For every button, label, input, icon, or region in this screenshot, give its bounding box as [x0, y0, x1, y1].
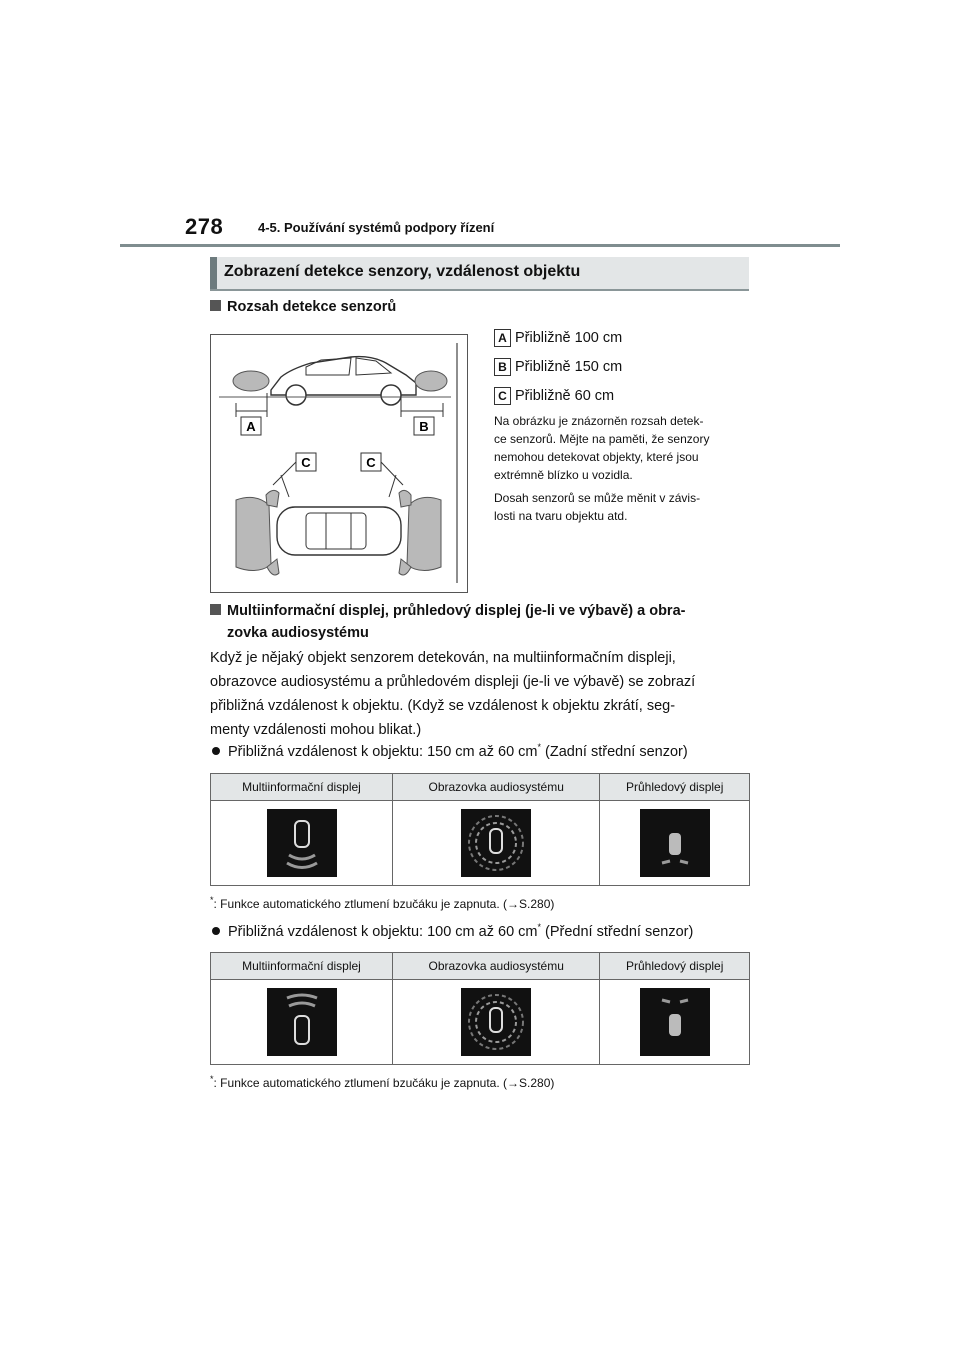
bullet-rear-sensor: Přibližná vzdálenost k objektu: 150 cm až 60 cm* (Zadní střední senzor) — [212, 742, 688, 760]
rear-display-table — [210, 773, 750, 886]
sensor-range-figure — [210, 334, 468, 593]
head-up-display-rear-image — [640, 809, 710, 877]
bullet-front-sensor: Přibližná vzdálenost k objektu: 100 cm až 60 cm* (Přední střední senzor) — [212, 922, 693, 940]
legend-item-c: C Přibližně 60 cm — [494, 387, 614, 405]
figure-label-c-right: C — [366, 455, 376, 470]
audio-screen-rear-image — [461, 809, 531, 877]
table-header: Průhledový displej — [600, 774, 750, 801]
note-paragraph-2: Dosah senzorů se může měnit v závis- losti na tvaru objektu atd. — [494, 491, 701, 523]
header-divider — [120, 244, 840, 247]
table-header: Multiinformační displej — [211, 953, 393, 980]
legend-item-a: A Přibližně 100 cm — [494, 329, 622, 347]
front-display-table — [210, 952, 750, 1065]
square-bullet-icon — [210, 300, 221, 311]
multi-info-display-rear-image — [267, 809, 337, 877]
table-header: Obrazovka audiosystému — [393, 774, 600, 801]
sensor-range-diagram — [211, 335, 467, 592]
chapter-title: 4-5. Používání systémů podpory řízení — [258, 220, 495, 235]
square-bullet-icon — [210, 604, 221, 615]
table-header: Průhledový displej — [600, 953, 750, 980]
figure-label-a: A — [246, 419, 256, 434]
bullet-dot-icon — [212, 927, 220, 935]
subsection-heading: Rozsah detekce senzorů — [210, 296, 396, 318]
body-paragraph: Když je nějaký objekt senzorem detekován, na multiinformačním displeji, obrazovce audiosystému a průhledovém displeji (je-li ve výbavě) se zobrazí přibližná vzdálenost k objektu. (Když se vzdálenost k objektu zkrátí, seg- menty vzdálenosti mohou blikat.) — [210, 650, 696, 738]
table-header: Multiinformační displej — [211, 774, 393, 801]
bullet-dot-icon — [212, 747, 220, 755]
audio-screen-front-image — [461, 988, 531, 1056]
car-side-view-icon — [271, 357, 416, 405]
figure-label-b: B — [419, 419, 429, 434]
car-top-view-icon — [277, 507, 401, 555]
table-header: Obrazovka audiosystému — [393, 953, 600, 980]
footnote-1: *: Funkce automatického ztlumení bzučáku je zapnuta. (→S.280) — [210, 895, 555, 911]
multi-info-display-front-image — [267, 988, 337, 1056]
head-up-display-front-image — [640, 988, 710, 1056]
note-paragraph-1: Na obrázku je znázorněn rozsah detek- ce senzorů. Mějte na paměti, že senzory nemohou detekovat objekty, které jsou extrémně blízko u vozidla. — [494, 414, 710, 482]
page-number: 278 — [185, 214, 224, 239]
figure-label-c-left: C — [301, 455, 311, 470]
footnote-2: *: Funkce automatického ztlumení bzučáku je zapnuta. (→S.280) — [210, 1074, 555, 1090]
legend-item-b: B Přibližně 150 cm — [494, 358, 622, 376]
section-title: Zobrazení detekce senzory, vzdálenost objektu — [224, 263, 581, 280]
subsection-heading-2: Multiinformační displej, průhledový displej (je-li ve výbavě) a obra- zovka audiosystému — [210, 600, 685, 644]
section-heading — [210, 257, 749, 291]
